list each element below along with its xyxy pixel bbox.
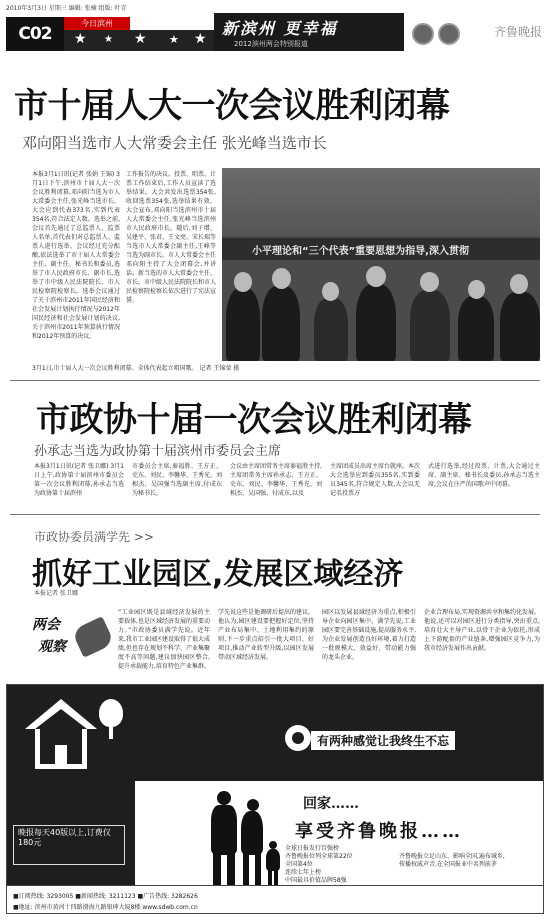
section-divider: [10, 514, 540, 515]
star-decoration: [64, 30, 214, 51]
lead-column-1: 本报3月1日讯(记者 张娟 王锦) 3月1日下午,滨州市十届人大一次会议胜利闭幕,邓向阳当选为市人大常委会主任,张光峰当选市长。大会应到代表373名,实到代表354名,符合法定人数。选举之前,会议首先通过了总监票人、监票人名单,首代表们对总监票人、监票人进行选举。会议经过充分酝酿,依法选举了市十届人大常委会主任、副主任、秘书长和委员,选举了市人民政府市长、副市长,选举了市中级人民法院院长、市人民检察院检察长。选举会议通过了关于滨州市2011年国民经济和社会发展计划执行情况与2012年国民经济和社会发展计划的决议,关于滨州市2011年预算执行情况和2012年预算的决议。: [32, 171, 120, 340]
page-code: C02: [6, 17, 64, 51]
star-icon: ★: [104, 34, 113, 45]
microphone-icon: [71, 616, 114, 658]
ad-left-panel: [7, 685, 135, 885]
photo-head: [510, 274, 528, 294]
ad-contact-bar: [7, 885, 544, 914]
photo-background: [222, 168, 540, 236]
two-sessions-observation-logo: [30, 612, 110, 664]
second-subheadline: 孙承志当选为政协第十届滨州市委员会主席: [34, 444, 282, 459]
second-column-5: 式进行选举,经过投票、计票,大会通过主席、副主席、秘书长及委员,孙承志当选主席,会议在庄严的国歌声中闭幕。: [428, 463, 540, 488]
ad-point: 传播权威声音,在全国报业中名列前茅: [399, 861, 497, 868]
second-column-1: 本报3月1日讯(记者 张卫娜) 3月1日上午,政协第十届滨州市委员会第一次会议胜利闭幕,孙承志当选为政协第十届滨州: [34, 463, 124, 497]
ad-top-panel: [135, 685, 544, 781]
third-byline: 本报记者 张卫娜: [34, 590, 78, 597]
section-label: 今日滨州: [64, 17, 130, 30]
section-divider: [10, 380, 540, 381]
ad-point: 中国最具价值品牌58强: [285, 877, 347, 884]
photo-head: [468, 280, 485, 299]
third-kicker: 市政协委员满学先 >>: [34, 530, 154, 544]
meta-line: 2010年3月3日 星期三 编辑: 张楠 组版: 叶青: [6, 5, 127, 12]
second-headline: 市政协十届一次会议胜利闭幕: [36, 400, 472, 440]
second-column-3: 会议由主席团常务主席秦福胜主持,主席团常务主席孙承志、王方正、史东、刘民、李馨华、王秀光、刘相杰、吴国强、付成东,以及: [230, 463, 322, 497]
watch-label-1: 两会: [32, 617, 60, 633]
house-icon: [25, 699, 97, 769]
lead-column-2: 工作报告的决议。投票、唱票、计票工作结束后,工作人员宣读了选举结果。大会共发出选票354张,收回选票354张,选举结果有效。大会宣布,邓向阳当选滨州市十届人大常委会主任,张光峰当选滨州市人民政府市长。随后,刘子增、吴建平、张君、王文亮、宋长瑞等当选市人大常委会副主任,王峰等当选为副市长。市人大常委会主任邓向阳主持了大会闭幕会,并讲话。新当选的市人大常委会主任、市长、市中级人民法院院长和市人民检察院检察长依次进行了宪法宣誓。: [126, 171, 216, 304]
third-column-3: 园区以发展县域经济为重点,积极引导企业向园区集中。满学先说,工业园区要完善基础设施,提高服务水平,为企业发展创造良好环境,着力打造一批规模大、效益好、带动能力强的龙头企业。: [322, 609, 416, 661]
family-silhouette-icon: [217, 791, 231, 805]
newspaper-brand: 齐鲁晚报: [493, 25, 542, 39]
photo-head: [322, 282, 339, 301]
ad-slogan: 有两种感觉让我终生不忘: [311, 731, 455, 750]
ad-point: 全国第4位: [285, 861, 313, 868]
lead-photo: [222, 168, 540, 361]
photo-banner-text: 小平理论和“三个代表”重要思想为指导,深入贯彻: [252, 246, 469, 257]
address-line: ■地址: 滨州市黄河十四路渤海九路银坤大厦8楼 www.sdwb.com.cn: [13, 904, 198, 911]
photo-person: [314, 298, 348, 361]
third-column-1: “工业园区既是县域经济发展的主要载体,也是区域经济发展的重要动力。”市政协委员满学先说。近年来,我市工业园区建设取得了很大成绩,但也存在规划不科学、产业集聚度不高等问题,建议加快园区整合,提升承载能力,培育特色产业集群。: [118, 609, 210, 670]
ad-point: 全球日报发行百强榜: [285, 845, 340, 852]
ad-price-box: 晚报每天40版以上,订费仅180元: [13, 825, 125, 865]
photo-person: [226, 288, 260, 361]
slogan-text: 新滨州 更幸福: [222, 19, 338, 38]
photo-caption: 3月1日,市十届人大一次会议胜利闭幕。全体代表起立唱国歌。 记者 王锦荥 摄: [32, 365, 240, 372]
ad-point: 齐鲁晚报位列全球第22位: [285, 853, 353, 860]
second-column-4: 主席团成员出席主席台就座。本次大会选举应到委员355名,实到委员345名,符合规定人数,大会以无记名投票方: [330, 463, 420, 497]
photo-head: [272, 268, 291, 289]
third-column-2: 学先说这些是他调研后提出的建议。他认为,园区建设要把握好定位,坚持产业布局集中、土地利用集约的原则,下一步重点招引一批大项目、好项目,推动产业转型升级,以园区发展带动区域经济发展。: [218, 609, 314, 661]
second-column-2: 市委员会主席,秦福胜、王方正、史东、刘民、李馨华、王秀光、刘相杰、吴国强当选副主席,付成东为秘书长。: [132, 463, 222, 497]
national-emblem-icon: [412, 23, 434, 45]
lead-subheadline: 邓向阳当选市人大常委会主任 张光峰当选市长: [22, 134, 327, 152]
ad-home-text: 回家……: [303, 796, 359, 812]
third-column-4: 企业合理布局,实现资源共享和集约化发展。他说,还可以对园区进行分类指导,突出重点,培育壮大主导产业,以骨干企业为依托,形成上下游配套的产业链条,增强园区竞争力,为我市经济发展作出贡献。: [424, 609, 540, 652]
photo-person: [356, 284, 396, 361]
photo-person: [410, 290, 450, 361]
section-banner: [6, 11, 544, 57]
watch-label-2: 观察: [38, 639, 66, 655]
photo-person: [262, 286, 300, 361]
star-icon: ★: [169, 33, 179, 46]
photo-head: [234, 272, 252, 292]
photo-person: [500, 292, 540, 361]
photo-person: [458, 296, 494, 361]
ad-enjoy-text: 享受齐鲁晚报……: [295, 821, 463, 842]
star-icon: ★: [194, 31, 207, 47]
star-icon: ★: [74, 31, 87, 47]
newspaper-advertisement: [6, 684, 544, 914]
slogan-block: [214, 13, 404, 51]
tree-trunk: [109, 725, 113, 739]
photo-head: [366, 266, 386, 287]
slogan-subtitle: 2012滨州两会特别报道: [234, 40, 308, 48]
star-icon: ★: [134, 31, 147, 47]
contact-line: ■订阅热线: 3293005 ■新闻热线: 3211123 ■广告热线: 3282626: [13, 893, 198, 900]
ad-point: 连续七年上榜: [285, 869, 322, 876]
third-headline: 抓好工业园区,发展区域经济: [32, 557, 404, 592]
tree-icon: [99, 699, 123, 727]
lead-headline: 市十届人大一次会议胜利闭幕: [14, 86, 450, 126]
cppcc-emblem-icon: [438, 23, 460, 45]
ad-point: 齐鲁晚报立足山东、影响全国,遍布城乡,: [399, 853, 505, 860]
photo-head: [420, 272, 439, 292]
